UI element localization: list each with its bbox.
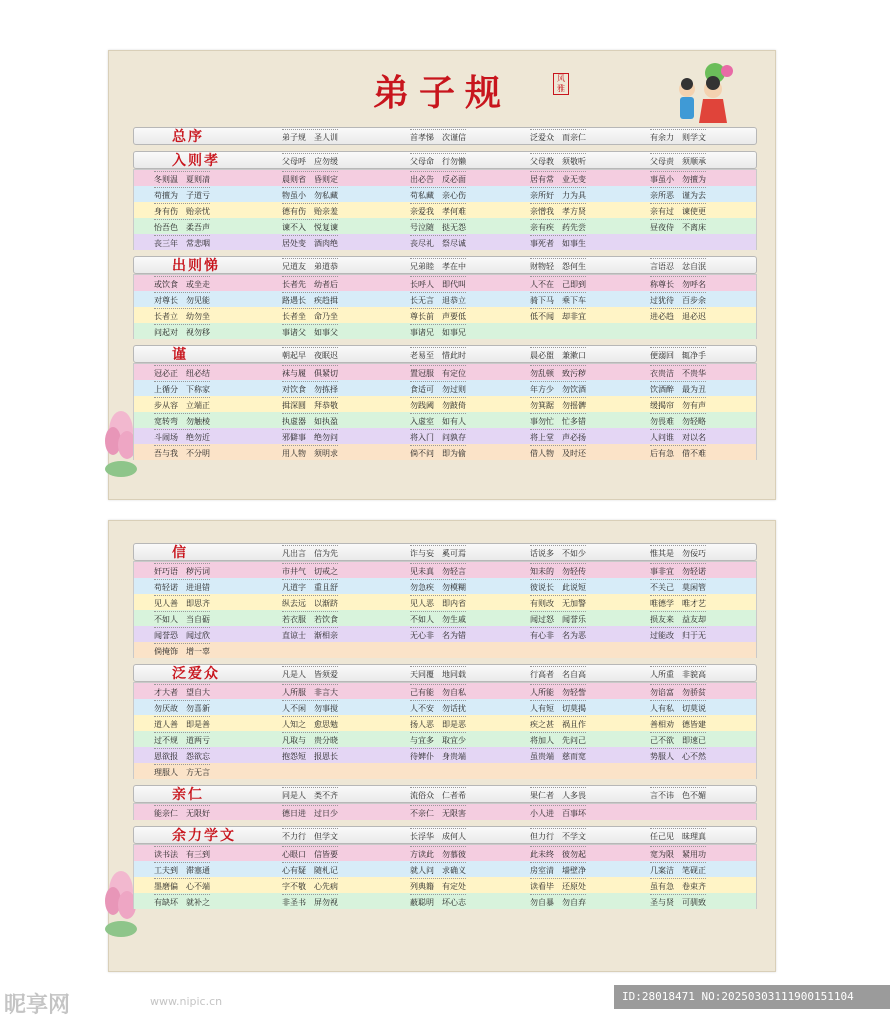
section-header [133,127,757,145]
verse-row [133,412,757,428]
verse-cell: 凡出言 信为先 [282,544,338,560]
verse-cell: 长呼人 即代叫 [410,275,466,291]
verse-cell: 谏不入 悦复谏 [282,218,338,234]
verse-cell: 人问谁 对以名 [650,428,706,444]
verse-cell: 物虽小 勿私藏 [282,186,338,202]
verse-row [133,218,757,234]
verse-cell: 不如人 勿生戚 [410,610,466,626]
verse-cell: 勿畏难 勿轻略 [650,412,706,428]
verse-cell: 无心非 名为错 [410,626,466,642]
verse-row [133,307,757,323]
verse-cell: 勿践阈 勿跛倚 [410,396,466,412]
section-header [133,151,757,169]
verse-row [133,561,757,578]
verse-row [133,844,757,861]
verse-cell: 不力行 但学文 [282,827,338,843]
verse-cell: 斗闹场 绝勿近 [154,428,210,444]
verse-cell: 号泣随 挞无怨 [410,218,466,234]
verse-cell: 勿自暴 勿自弃 [530,893,586,909]
verse-cell: 同是人 类不齐 [282,786,338,802]
verse-cell: 将上堂 声必扬 [530,428,586,444]
section-title: 出则悌 [172,258,220,274]
verse-cell: 言不讳 色不媚 [650,786,706,802]
verse-cell: 恩欲报 怨欲忘 [154,747,210,763]
verse-cell: 疾之甚 祸且作 [530,715,586,731]
verse-cell: 德有伤 贻亲羞 [282,202,338,218]
verse-cell: 此未终 彼勿起 [530,845,586,861]
verse-cell: 道人善 即是善 [154,715,210,731]
verse-cell: 见人善 即思齐 [154,594,210,610]
verse-cell: 长者立 幼勿坐 [154,307,210,323]
verse-cell: 损友来 益友却 [650,610,706,626]
verse-cell: 闻过怒 闻誉乐 [530,610,586,626]
verse-row [133,396,757,412]
verse-cell: 小人进 百事坏 [530,804,586,820]
verse-cell: 朝起早 夜眠迟 [282,346,338,362]
verse-cell: 弟子规 圣人训 [282,128,338,144]
verse-cell: 低不闻 却非宜 [530,307,586,323]
verse-cell: 对饮食 勿拣择 [282,380,338,396]
verse-cell: 不亲仁 无限害 [410,804,466,820]
verse-row [133,715,757,731]
verse-cell: 心眼口 信皆要 [282,845,338,861]
verse-cell: 凡取与 贵分晓 [282,731,338,747]
verse-cell: 亲有过 谏使更 [650,202,706,218]
section-header [133,543,757,561]
verse-cell: 知未的 勿轻传 [530,562,586,578]
verse-cell: 亲所恶 谨为去 [650,186,706,202]
top-text-table [133,121,757,460]
verse-cell: 泛爱众 而亲仁 [530,128,586,144]
verse-cell: 苟私藏 亲心伤 [410,186,466,202]
verse-cell: 唯德学 唯才艺 [650,594,706,610]
verse-cell: 言语忍 忿自泯 [650,257,706,273]
verse-cell: 直谅士 渐相亲 [282,626,338,642]
verse-cell: 倘不问 即为偷 [410,444,466,460]
verse-cell: 过能改 归于无 [650,626,706,642]
verse-cell: 惟其是 勿佞巧 [650,544,706,560]
verse-cell: 奸巧语 秽污词 [154,562,210,578]
verse-cell: 冬则温 夏则凊 [154,170,210,186]
verse-cell: 列典籍 有定处 [410,877,466,893]
bottom-text-table [133,537,757,909]
verse-row [133,731,757,747]
verse-cell: 人知之 愈思勉 [282,715,338,731]
verse-cell: 食适可 勿过则 [410,380,466,396]
verse-cell: 亲所好 力为具 [530,186,586,202]
verse-cell: 事勿忙 忙多错 [530,412,586,428]
verse-cell: 虽有急 卷束齐 [650,877,706,893]
verse-cell: 邪僻事 绝勿问 [282,428,338,444]
verse-cell: 就人问 求确义 [410,861,466,877]
verse-cell: 人所能 勿轻訾 [530,683,586,699]
verse-cell: 扬人恶 即是恶 [410,715,466,731]
verse-cell: 方读此 勿慕彼 [410,845,466,861]
verse-cell: 执虚器 如执盈 [282,412,338,428]
verse-cell: 老易至 惜此时 [410,346,466,362]
verse-row [133,877,757,893]
verse-row [133,803,757,820]
verse-cell: 凡道字 重且舒 [282,578,338,594]
verse-cell: 尊长前 声要低 [410,307,466,323]
verse-cell: 才大者 望自大 [154,683,210,699]
verse-cell: 德日进 过日少 [282,804,338,820]
verse-row [133,763,757,779]
verse-cell: 将入门 问孰存 [410,428,466,444]
verse-cell: 但力行 不学文 [530,827,586,843]
verse-cell: 用人物 须明求 [282,444,338,460]
verse-cell: 人有短 切莫揭 [530,699,586,715]
verse-cell: 纵去远 以渐跻 [282,594,338,610]
verse-cell: 话说多 不如少 [530,544,586,560]
verse-row [133,444,757,460]
verse-cell: 宽转弯 勿触棱 [154,412,210,428]
watermark-brand: 昵享网 [4,993,71,1018]
verse-cell: 勿箕踞 勿摇髀 [530,396,586,412]
verse-cell: 步从容 立端正 [154,396,210,412]
section-header [133,256,757,274]
verse-cell: 读书法 有三到 [154,845,210,861]
verse-cell: 吾与我 不分明 [154,444,210,460]
verse-cell: 亲有疾 药先尝 [530,218,586,234]
section-title: 泛爱众 [172,666,220,682]
verse-row [133,186,757,202]
verse-cell: 身有伤 贻亲忧 [154,202,210,218]
verse-cell: 理服人 方无言 [154,763,210,779]
verse-cell: 有余力 则学文 [650,128,706,144]
verse-cell: 财物轻 怨何生 [530,257,586,273]
verse-cell: 后有急 借不难 [650,444,706,460]
verse-cell: 父母责 须顺承 [650,152,706,168]
verse-cell: 几案洁 笔砚正 [650,861,706,877]
verse-cell: 有缺坏 就补之 [154,893,210,909]
section-title: 总序 [172,129,204,145]
verse-cell: 居处变 酒肉绝 [282,234,338,250]
verse-cell: 流俗众 仁者希 [410,786,466,802]
verse-cell: 见未真 勿轻言 [410,562,466,578]
verse-cell: 虽贵端 慈而宽 [530,747,586,763]
verse-cell: 势服人 心不然 [650,747,706,763]
verse-cell: 年方少 勿饮酒 [530,380,586,396]
verse-cell: 居有常 业无变 [530,170,586,186]
verse-cell: 事虽小 勿擅为 [650,170,706,186]
verse-cell: 苟擅为 子道亏 [154,186,210,202]
verse-cell: 亲爱我 孝何难 [410,202,466,218]
verse-cell: 上循分 下称家 [154,380,210,396]
watermark-url: www.nipic.cn [150,995,223,1008]
seal-stamp: 风雅 [553,73,569,95]
verse-cell: 过不规 道两亏 [154,731,210,747]
verse-cell: 袜与履 俱紧切 [282,364,338,380]
image-id-bar: ID:28018471 NO:20250303111900151104 [614,985,890,1009]
children-illustration-icon [665,59,745,125]
page-title: 弟子规 [372,72,511,114]
verse-cell: 长者坐 命乃坐 [282,307,338,323]
verse-row [133,202,757,218]
section-header [133,826,757,844]
verse-cell: 事非宜 勿轻诺 [650,562,706,578]
verse-row [133,323,757,339]
verse-row [133,380,757,396]
verse-row [133,642,757,658]
verse-cell: 诈与妄 奚可焉 [410,544,466,560]
verse-cell: 工夫到 滞塞通 [154,861,210,877]
verse-cell: 任己见 昧理真 [650,827,706,843]
verse-row [133,594,757,610]
verse-cell: 闻誉恐 闻过欣 [154,626,210,642]
verse-cell: 墨磨偏 心不端 [154,877,210,893]
verse-cell: 房室清 墙壁净 [530,861,586,877]
verse-cell: 圣与贤 可驯致 [650,893,706,909]
verse-cell: 彼说长 此说短 [530,578,586,594]
verse-cell: 长无言 退恭立 [410,291,466,307]
verse-cell: 首孝悌 次谨信 [410,128,466,144]
verse-cell: 父母命 行勿懒 [410,152,466,168]
verse-row [133,274,757,291]
verse-cell: 勿谄富 勿骄贫 [650,683,706,699]
verse-cell: 兄弟睦 孝在中 [410,257,466,273]
verse-cell: 人不在 己即到 [530,275,586,291]
verse-cell: 将加人 先问己 [530,731,586,747]
verse-cell: 人不闲 勿事搅 [282,699,338,715]
verse-cell: 事诸兄 如事兄 [410,323,466,339]
section-title: 亲仁 [172,787,204,803]
verse-cell: 若衣服 若饮食 [282,610,338,626]
verse-cell: 勿急疾 勿模糊 [410,578,466,594]
verse-row [133,610,757,626]
verse-cell: 借人物 及时还 [530,444,586,460]
verse-cell: 人有私 切莫说 [650,699,706,715]
verse-cell: 饮酒醉 最为丑 [650,380,706,396]
verse-cell: 丧尽礼 祭尽诚 [410,234,466,250]
verse-cell: 入虚室 如有人 [410,412,466,428]
verse-cell: 对尊长 勿见能 [154,291,210,307]
verse-cell: 父母呼 应勿缓 [282,152,338,168]
verse-row [133,234,757,250]
verse-cell: 事诸父 如事父 [282,323,338,339]
section-title: 信 [172,545,188,561]
verse-cell: 蔽聪明 坏心志 [410,893,466,909]
verse-cell: 行高者 名自高 [530,665,586,681]
verse-cell: 长浮华 成何人 [410,827,466,843]
verse-cell: 揖深圆 拜恭敬 [282,396,338,412]
verse-cell: 勿厌故 勿喜新 [154,699,210,715]
verse-cell: 长者先 幼者后 [282,275,338,291]
section-title: 余力学文 [172,828,236,844]
verse-cell: 倘掩饰 增一辜 [154,642,210,658]
verse-cell: 冠必正 纽必结 [154,364,210,380]
verse-cell: 进必趋 退必迟 [650,307,706,323]
verse-cell: 晨必盥 兼漱口 [530,346,586,362]
verse-cell: 出必告 反必面 [410,170,466,186]
verse-cell: 人所服 非言大 [282,683,338,699]
verse-cell: 称尊长 勿呼名 [650,275,706,291]
verse-cell: 问起对 视勿移 [154,323,210,339]
verse-cell: 天同覆 地同载 [410,665,466,681]
top-panel [108,50,776,500]
verse-cell: 昼夜侍 不离床 [650,218,706,234]
section-title: 谨 [172,347,188,363]
verse-cell: 晨则省 昏则定 [282,170,338,186]
verse-cell: 衣贵洁 不贵华 [650,364,706,380]
verse-cell: 事死者 如事生 [530,234,586,250]
verse-row [133,893,757,909]
verse-row [133,626,757,642]
verse-cell: 有则改 无加警 [530,594,586,610]
verse-cell: 人不安 勿话扰 [410,699,466,715]
verse-row [133,291,757,307]
verse-cell: 善相劝 德皆建 [650,715,706,731]
verse-cell: 不关己 莫闲管 [650,578,706,594]
verse-cell: 字不敬 心先病 [282,877,338,893]
verse-cell: 便溺回 辄净手 [650,346,706,362]
verse-row [133,578,757,594]
verse-cell: 过犹待 百步余 [650,291,706,307]
verse-cell: 人所重 非貌高 [650,665,706,681]
verse-row [133,699,757,715]
verse-cell: 怡吾色 柔吾声 [154,218,210,234]
verse-cell: 亲憎我 孝方贤 [530,202,586,218]
verse-row [133,861,757,877]
verse-cell: 缓揭帘 勿有声 [650,396,706,412]
section-title: 入则孝 [172,153,220,169]
verse-cell: 有心非 名为恶 [530,626,586,642]
verse-cell: 苟轻诺 进退错 [154,578,210,594]
verse-cell: 不如人 当自砺 [154,610,210,626]
verse-cell: 宽为限 紧用功 [650,845,706,861]
verse-cell: 己有能 勿自私 [410,683,466,699]
verse-cell: 兄道友 弟道恭 [282,257,338,273]
verse-row [133,169,757,186]
verse-cell: 勿乱顿 致污秽 [530,364,586,380]
verse-cell: 能亲仁 无限好 [154,804,210,820]
verse-cell: 骑下马 乘下车 [530,291,586,307]
verse-cell: 或饮食 或坐走 [154,275,210,291]
verse-cell: 父母教 须敬听 [530,152,586,168]
verse-cell: 非圣书 屏勿视 [282,893,338,909]
verse-cell: 路遇长 疾趋揖 [282,291,338,307]
verse-cell: 与宜多 取宜少 [410,731,466,747]
verse-cell: 读看毕 还原处 [530,877,586,893]
verse-cell: 抱怨短 报恩长 [282,747,338,763]
verse-cell: 凡是人 皆须爱 [282,665,338,681]
verse-cell: 见人恶 即内省 [410,594,466,610]
verse-row [133,747,757,763]
section-header [133,345,757,363]
verse-row [133,682,757,699]
verse-row [133,363,757,380]
verse-cell: 市井气 切戒之 [282,562,338,578]
verse-cell: 待婢仆 身贵端 [410,747,466,763]
section-header [133,664,757,682]
section-header [133,785,757,803]
verse-cell: 己不欲 即速已 [650,731,706,747]
verse-cell: 果仁者 人多畏 [530,786,586,802]
verse-cell: 丧三年 常悲咽 [154,234,210,250]
verse-row [133,428,757,444]
bottom-panel [108,520,776,972]
verse-cell: 心有疑 随札记 [282,861,338,877]
verse-cell: 置冠服 有定位 [410,364,466,380]
